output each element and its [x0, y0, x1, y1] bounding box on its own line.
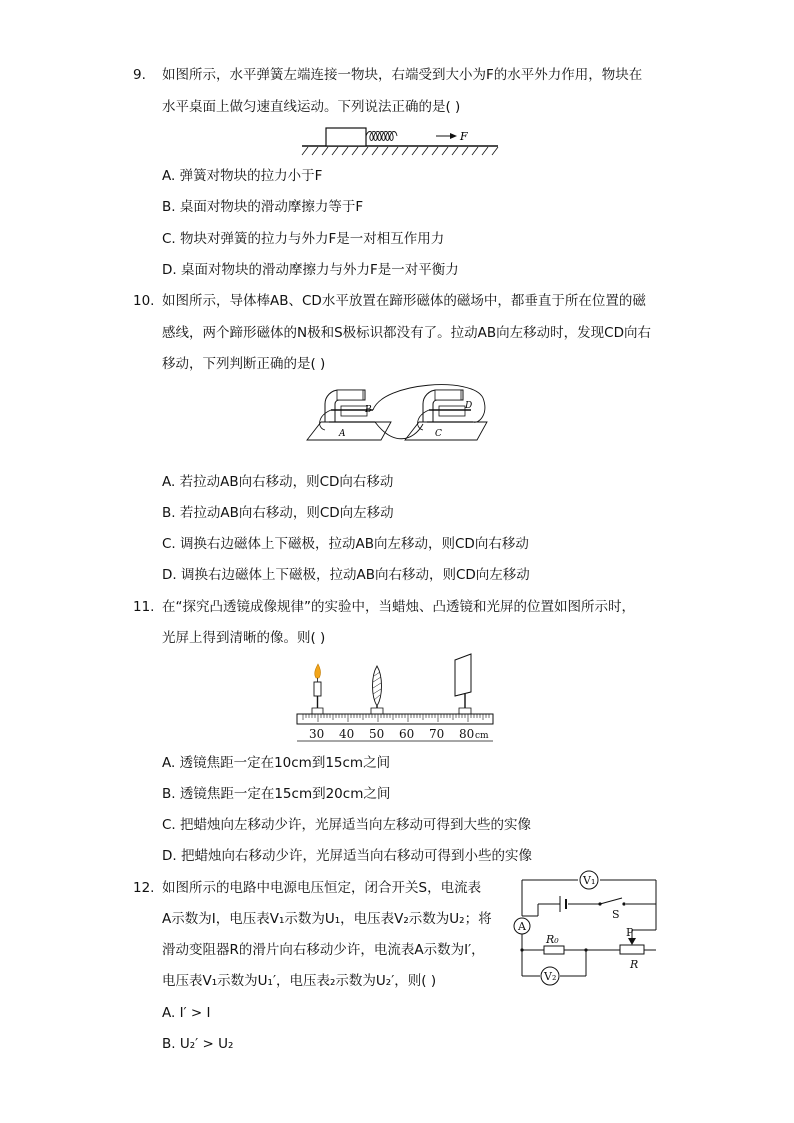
option-d[interactable]: D. 桌面对物块的滑动摩擦力与外力F是一对平衡力 — [162, 262, 459, 278]
resistor-r0-label: R₀ — [546, 933, 559, 946]
question-stem-line-1: 如图所示，导体棒AB、CD水平放置在蹄形磁体的磁场中，都垂直于所在位置的磁 — [162, 293, 646, 309]
question-stem-line-4: 电压表V₁示数为U₁′，电压表₂示数为U₂′，则( ) — [162, 973, 437, 989]
magnets-figure — [303, 380, 493, 448]
question-number: 9. — [133, 67, 146, 83]
rod-label-a: A — [339, 429, 346, 439]
question-stem-line-1: 如图所示，水平弹簧左端连接一物块，右端受到大小为F的水平外力作用，物块在 — [162, 67, 643, 83]
voltmeter-v2-label: V₂ — [544, 970, 557, 983]
ruler-tick-80: 80 — [459, 727, 475, 741]
question-stem-line-1: 在“探究凸透镜成像规律”的实验中，当蜡烛、凸透镜和光屏的位置如图所示时， — [162, 599, 635, 615]
circuit-figure — [508, 868, 664, 998]
option-c[interactable]: C. 把蜡烛向左移动少许，光屏适当向左移动可得到大些的实像 — [162, 817, 532, 833]
question-number: 11. — [133, 599, 155, 615]
ruler-tick-60: 60 — [399, 727, 415, 741]
option-d[interactable]: D. 把蜡烛向右移动少许，光屏适当向右移动可得到小些的实像 — [162, 848, 532, 864]
question-stem-line-2: A示数为I，电压表V₁示数为U₁，电压表V₂示数为U₂；将 — [162, 911, 492, 927]
option-a[interactable]: A. 弹簧对物块的拉力小于F — [162, 168, 323, 184]
option-b[interactable]: B. 桌面对物块的滑动摩擦力等于F — [162, 199, 364, 215]
rod-label-d: D — [465, 401, 473, 411]
ammeter-label: A — [518, 920, 526, 933]
ruler-unit: cm — [475, 731, 489, 741]
switch-label: S — [612, 908, 620, 921]
force-label: F — [460, 130, 468, 143]
ruler-tick-30: 30 — [309, 727, 325, 741]
question-stem-line-2: 光屏上得到清晰的像。则( ) — [162, 630, 326, 646]
question-stem-line-2: 水平桌面上做匀速直线运动。下列说法正确的是( ) — [162, 99, 461, 115]
option-b[interactable]: B. 若拉动AB向右移动，则CD向左移动 — [162, 505, 394, 521]
ruler-tick-40: 40 — [339, 727, 355, 741]
slider-p-label: P — [626, 926, 634, 939]
rod-label-c: C — [435, 429, 442, 439]
spring-block-figure — [300, 122, 500, 158]
ruler-tick-50: 50 — [369, 727, 385, 741]
question-stem-line-2: 感线，两个蹄形磁体的N极和S极标识都没有了。拉动AB向左移动时，发现CD向右 — [162, 325, 651, 341]
question-stem-line-3: 移动，下列判断正确的是( ) — [162, 356, 326, 372]
question-stem-line-3: 滑动变阻器R的滑片向右移动少许，电流表A示数为I′， — [162, 942, 485, 958]
voltmeter-v1-label: V₁ — [583, 874, 596, 887]
rheostat-r-label: R — [630, 958, 639, 971]
option-a[interactable]: A. 透镜焦距一定在10cm到15cm之间 — [162, 755, 391, 771]
rod-label-b: B — [365, 405, 372, 415]
ruler-tick-70: 70 — [429, 727, 445, 741]
question-number: 12. — [133, 880, 155, 896]
question-stem-line-1: 如图所示的电路中电源电压恒定，闭合开关S，电流表 — [162, 880, 482, 896]
option-c[interactable]: C. 调换右边磁体上下磁极，拉动AB向左移动，则CD向右移动 — [162, 536, 529, 552]
option-a[interactable]: A. I′ > I — [162, 1005, 211, 1021]
option-b[interactable]: B. 透镜焦距一定在15cm到20cm之间 — [162, 786, 391, 802]
option-b[interactable]: B. U₂′ > U₂ — [162, 1036, 234, 1052]
option-c[interactable]: C. 物块对弹簧的拉力与外力F是一对相互作用力 — [162, 231, 445, 247]
optical-bench-figure — [295, 652, 497, 746]
option-d[interactable]: D. 调换右边磁体上下磁极，拉动AB向右移动，则CD向左移动 — [162, 567, 530, 583]
question-number: 10. — [133, 293, 155, 309]
option-a[interactable]: A. 若拉动AB向右移动，则CD向右移动 — [162, 474, 394, 490]
